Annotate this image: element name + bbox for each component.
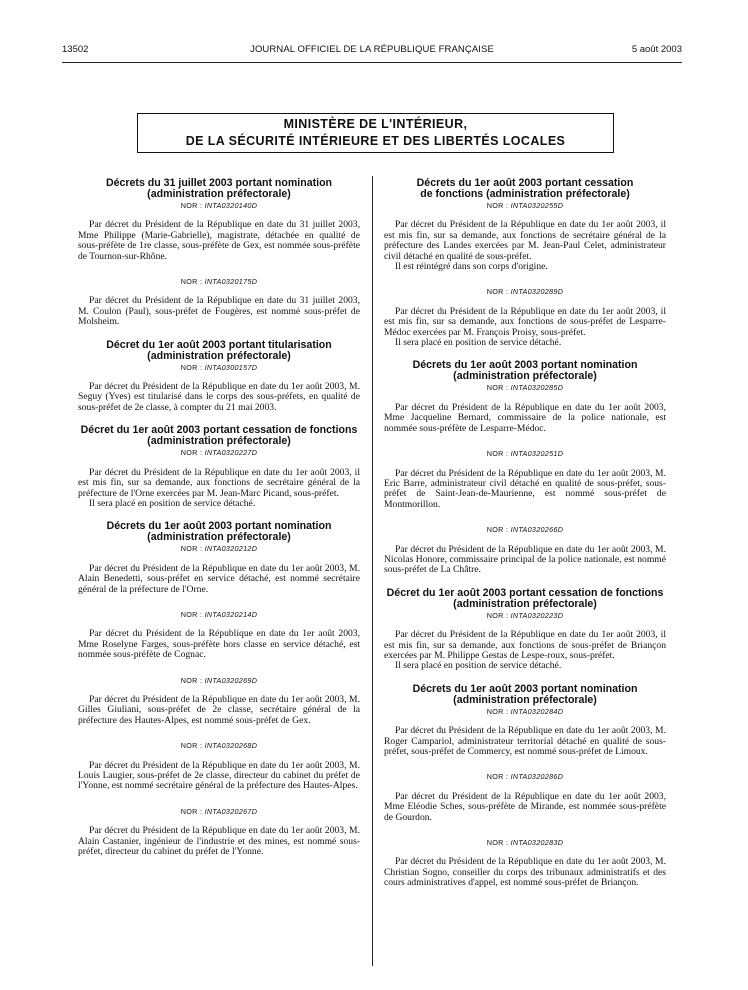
- decree-heading: (administration préfectorale): [453, 370, 597, 383]
- decree-paragraph: Il est réintégré dans son corps d'origine.: [395, 261, 548, 273]
- nor-reference: [78, 807, 360, 817]
- decree-heading: Décrets du 1er août 2003 portant nomination: [412, 682, 638, 695]
- nor-code: INTA0320289D: [510, 287, 564, 297]
- nor-code: INTA0320283D: [510, 838, 564, 848]
- right-column: [384, 178, 666, 889]
- decree-paragraph: Par décret du Président de la République en date du 1er août 2003, M. Alain Benedetti, sous-préfet en service détaché, est nommé secrétaire général de la préfecture de l'Orne.: [78, 562, 360, 595]
- decree-heading: Décrets du 1er août 2003 portant cessation: [416, 177, 634, 189]
- nor-code: INTA0320284D: [510, 706, 564, 716]
- nor-code: INTA0320251D: [510, 449, 564, 459]
- header-rule: [62, 62, 682, 63]
- nor-code: INTA0320212D: [204, 544, 258, 554]
- nor-reference: [384, 611, 666, 621]
- decree-paragraph: Il sera placé en position de service détaché.: [395, 337, 562, 349]
- nor-label: NOR :: [180, 741, 203, 751]
- nor-reference: [78, 277, 360, 287]
- nor-reference: [78, 676, 360, 686]
- paragraph-spacer: [384, 757, 666, 771]
- decree-paragraph: Par décret du Président de la République en date du 1er août 2003, il est mis fin, sur sa demande, aux fonctions de secrétaire général de la préfecture des Landes exercées par M. Jean-Paul Celet, administrateur civil détaché en qualité de sous-préfet.: [384, 219, 666, 262]
- issue-date: 5 août 2003: [631, 44, 682, 55]
- decree-heading: Décret du 1er août 2003 portant titularisation: [106, 338, 332, 351]
- decree-heading: (administration préfectorale): [147, 349, 291, 362]
- nor-code: INTA0320285D: [510, 383, 564, 393]
- nor-label: NOR :: [486, 772, 509, 782]
- nor-code: INTA0320140D: [204, 201, 258, 210]
- column-divider: [372, 176, 373, 966]
- ministry-line-1: MINISTÈRE DE L'INTÉRIEUR,: [283, 117, 468, 131]
- nor-label: NOR :: [486, 287, 509, 297]
- decree-paragraph: Par décret du Président de la République en date du 1er août 2003, il est mis fin, sur sa demande, aux fonctions de secrétaire général de la préfecture de l'Orne exercées par M. Jean-Marc Picand, sous-préfet.: [78, 466, 360, 499]
- nor-label: NOR :: [180, 806, 203, 816]
- paragraph-spacer: [384, 434, 666, 448]
- decree-heading: (administration préfectorale): [453, 597, 597, 610]
- decree-heading: (administration préfectorale): [147, 435, 291, 448]
- decree-paragraph: Par décret du Président de la République en date du 1er août 2003, M. Louis Laugier, sous-préfet de 2e classe, directeur du cabinet du préfet de l'Yonne, est nommé secrétaire général de la préfecture des Hautes-Alpes.: [78, 759, 360, 792]
- section-spacer: [384, 576, 666, 588]
- decree-heading: Décret du 1er août 2003 portant cessation de fonctions: [386, 586, 664, 599]
- decree-paragraph: Par décret du Président de la République en date du 1er août 2003, M. Alain Castanier, ingénieur de l'industrie et des mines, est nommé sous-préfet, directeur du cabinet du préfet de l'Yonne.: [78, 825, 360, 858]
- nor-reference: [78, 544, 360, 554]
- decree-paragraph: Par décret du Président de la République en date du 1er août 2003, M. Nicolas Honore, commissaire principal de la police nationale, est nommé sous-préfet de La Châtre.: [384, 543, 666, 576]
- nor-code: INTA0320223D: [510, 610, 564, 620]
- nor-label: NOR :: [180, 609, 203, 619]
- nor-label: NOR :: [486, 706, 509, 716]
- nor-code: INTA0320255D: [510, 201, 564, 210]
- paragraph-spacer: [384, 510, 666, 524]
- nor-label: NOR :: [180, 277, 203, 287]
- decree-heading: (administration préfectorale): [453, 693, 597, 706]
- page-number: 13502: [62, 44, 89, 55]
- nor-label: NOR :: [486, 201, 509, 210]
- nor-label: NOR :: [486, 525, 509, 535]
- decree-paragraph: Par décret du Président de la République en date du 1er août 2003, il est mis fin, sur sa demande, aux fonctions de sous-préfet de Lesparre-Médoc exercées par M. François Proisy, sous-préfet.: [384, 305, 666, 338]
- nor-reference: [78, 363, 360, 373]
- nor-reference: [78, 741, 360, 751]
- paragraph-spacer: [78, 792, 360, 806]
- paragraph-spacer: [384, 823, 666, 837]
- nor-label: NOR :: [486, 383, 509, 393]
- decree-heading: de fonctions (administration préfectorale): [420, 188, 630, 200]
- nor-code: INTA0320175D: [204, 277, 258, 287]
- nor-label: NOR :: [486, 610, 509, 620]
- nor-reference: [78, 201, 360, 211]
- nor-label: NOR :: [180, 544, 203, 554]
- nor-reference: [78, 448, 360, 458]
- ministry-line-2: DE LA SÉCURITÉ INTÉRIEURE ET DES LIBERTÉS LOCALES: [185, 134, 566, 148]
- nor-code: INTA0320269D: [204, 675, 258, 685]
- nor-code: INTA0320286D: [510, 772, 564, 782]
- nor-reference: [384, 772, 666, 782]
- decree-heading: (administration préfectorale): [147, 188, 291, 200]
- decree-paragraph: Par décret du Président de la République en date du 1er août 2003, Mme Eléodie Sches, sous-préfète de Mirande, est nommée sous-préfète de Gourdon.: [384, 790, 666, 823]
- decree-paragraph: Par décret du Président de la République en date du 1er août 2003, M. Christian Sogno, conseiller du corps des tribunaux administratifs et des cours administratives d'appel, est nommé sous-préfet de Briançon.: [384, 856, 666, 889]
- decree-heading: Décrets du 1er août 2003 portant nomination: [412, 359, 638, 372]
- left-column: [78, 178, 360, 857]
- ministry-heading-box: [137, 113, 614, 153]
- nor-reference: [384, 287, 666, 297]
- paragraph-spacer: [384, 272, 666, 286]
- decree-paragraph: Par décret du Président de la République en date du 1er août 2003, M. Eric Barre, administrateur civil détaché en qualité de sous-préfet, sous-préfet de Saint-Jean-de-Maurienne, est nommé sous-préfet de Montmorillon.: [384, 467, 666, 510]
- nor-code: INTA0320266D: [510, 525, 564, 535]
- nor-label: NOR :: [486, 838, 509, 848]
- decree-paragraph: Par décret du Président de la République en date du 31 juillet 2003, Mme Philippe (Marie-Gabrielle), magistrate, détachée en qualité de sous-préfète de 1re classe, sous-préfète de Gex, est nommée sous-préfète de Tournon-sur-Rhône.: [78, 219, 360, 262]
- decree-paragraph: Il sera placé en position de service détaché.: [89, 497, 256, 509]
- nor-label: NOR :: [180, 675, 203, 685]
- decree-heading: Décrets du 31 juillet 2003 portant nomination: [105, 177, 333, 189]
- decree-paragraph: Par décret du Président de la République en date du 1er août 2003, M. Roger Campariol, administrateur territorial détaché en qualité de sous-préfet, sous-préfet de Commercy, est nommé sous-préfet de Limoux.: [384, 725, 666, 757]
- nor-code: INTA0320268D: [204, 741, 258, 751]
- decree-paragraph: Par décret du Président de la République en date du 31 juillet 2003, M. Coulon (Paul), sous-préfet de Fougères, est nommé sous-préfet de Molsheim.: [78, 295, 360, 328]
- journal-title: JOURNAL OFFICIEL DE LA RÉPUBLIQUE FRANÇAISE: [250, 44, 494, 55]
- decree-paragraph: Par décret du Président de la République en date du 1er août 2003, M. Gilles Giuliani, sous-préfet de 2e classe, secrétaire général de la préfecture des Hautes-Alpes, est nommé sous-préfet de Gex.: [78, 693, 360, 726]
- decree-heading: (administration préfectorale): [147, 531, 291, 544]
- nor-reference: [384, 525, 666, 535]
- page-header: [62, 44, 682, 58]
- nor-label: NOR :: [486, 449, 509, 459]
- decree-paragraph: Par décret du Président de la République en date du 1er août 2003, il est mis fin, sur sa demande, aux fonctions de sous-préfet de Briançon exercées par M. Philippe Gestas de Lespe-roux, sous-préfet.: [384, 629, 666, 661]
- nor-reference: [78, 610, 360, 620]
- paragraph-spacer: [78, 661, 360, 675]
- nor-reference: [384, 201, 666, 211]
- nor-label: NOR :: [180, 448, 203, 458]
- decree-paragraph: Par décret du Président de la République en date du 1er août 2003, Mme Jacqueline Bernard, commissaire de la police nationale, est nommée sous-préfète de Lesparre-Médoc.: [384, 401, 666, 434]
- nor-code: INTA0320267D: [204, 806, 258, 816]
- nor-reference: [384, 383, 666, 393]
- decree-paragraph: Par décret du Président de la République en date du 1er août 2003, Mme Roselyne Farges, sous-préfète hors classe en service détaché, est nommée sous-préfète de Cognac.: [78, 628, 360, 661]
- nor-code: INTA0300157D: [204, 362, 258, 372]
- nor-code: INTA0320227D: [204, 448, 258, 458]
- section-spacer: [78, 328, 360, 340]
- paragraph-spacer: [78, 726, 360, 740]
- nor-reference: [384, 838, 666, 848]
- decree-heading: Décrets du 1er août 2003 portant nomination: [106, 520, 332, 533]
- paragraph-spacer: [78, 595, 360, 609]
- paragraph-spacer: [78, 262, 360, 276]
- nor-code: INTA0320214D: [204, 609, 258, 619]
- decree-paragraph: Il sera placé en position de service détaché.: [395, 660, 562, 672]
- nor-reference: [384, 707, 666, 717]
- nor-reference: [384, 449, 666, 459]
- nor-label: NOR :: [180, 201, 203, 210]
- nor-label: NOR :: [180, 362, 203, 372]
- decree-paragraph: Par décret du Président de la République en date du 1er août 2003, M. Seguy (Yves) est titularisé dans le corps des sous-préfets, en qualité de sous-préfet de 2e classe, à compter du 21 mai 2003.: [78, 381, 360, 413]
- section-spacer: [384, 672, 666, 684]
- decree-heading: Décret du 1er août 2003 portant cessation de fonctions: [80, 424, 358, 437]
